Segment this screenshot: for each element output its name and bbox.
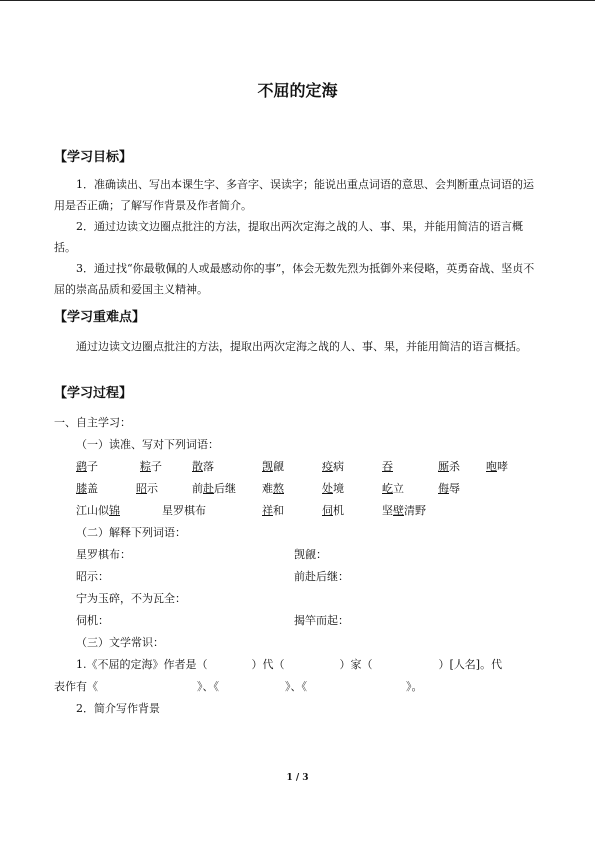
goal-2: 2．通过边读文边圈点批注的方法，提取出两次定海之战的人、事、果，并能用简洁的语言概括。 <box>54 220 523 254</box>
page-title: 不屈的定海 <box>257 81 338 100</box>
vocab-word: 咆哮 <box>486 460 508 473</box>
vocab-word: 昭示 <box>136 482 158 495</box>
explain-1-right: 觊觎： <box>294 548 327 561</box>
vocab-word: 粽子 <box>140 460 162 473</box>
vocab-word: 坚壁清野 <box>382 504 426 517</box>
literature-line-1: 1.《不屈的定海》作者是（ ）代（ ）家（ ）[人名]。代 <box>76 658 503 671</box>
vocab-word: 江山似锦 <box>76 504 120 517</box>
sub-1-label: （一）读准、写对下列词语： <box>76 438 219 451</box>
goal-1: 1．准确读出、写出本课生字、多音字、误读字；能说出重点词语的意思、会判断重点词语的运用是否正确；了解写作背景及作者简介。 <box>54 178 534 212</box>
top-rule <box>0 0 595 1</box>
page-number: 1 / 3 <box>286 773 309 783</box>
key-text: 通过边读文边圈点批注的方法，提取出两次定海之战的人、事、果，并能用简洁的语言概括。 <box>76 340 527 353</box>
vocab-word: 伺机 <box>322 504 344 517</box>
sub-3-label: （三）文学常识： <box>76 636 164 649</box>
vocab-word: 祥和 <box>262 504 284 517</box>
vocab-word: 厮杀 <box>438 460 460 473</box>
sub-2-label: （二）解释下列词语： <box>76 526 186 539</box>
process-heading: 【学习过程】 <box>54 386 133 401</box>
vocab-word: 鹞子 <box>76 460 98 473</box>
explain-3-left: 宁为玉碎，不为瓦全： <box>76 592 186 605</box>
explain-2-right: 前赴后继： <box>294 570 349 583</box>
vocab-word: 侮辱 <box>438 482 460 495</box>
vocab-word: 前赴后继 <box>192 482 236 495</box>
vocab-word: 疫病 <box>322 460 344 473</box>
literature-line-2: 表作有《 》、《 》、《 》。 <box>54 680 423 693</box>
vocab-word: 星罗棋布 <box>162 504 206 517</box>
vocab-word: 散落 <box>192 460 214 473</box>
part-1-label: 一、自主学习： <box>54 416 131 429</box>
explain-4-left: 伺机： <box>76 614 109 627</box>
explain-2-left: 昭示： <box>76 570 109 583</box>
goals-heading: 【学习目标】 <box>54 150 133 165</box>
vocab-word: 难熬 <box>262 482 284 495</box>
goal-3: 3．通过找“你最敬佩的人或最感动你的事”，体会无数先烈为抵御外来侵略，英勇奋战、坚贞不屈的崇高品质和爱国主义精神。 <box>54 262 535 296</box>
explain-1-left: 星罗棋布： <box>76 548 131 561</box>
key-heading: 【学习重难点】 <box>54 310 146 325</box>
explain-4-right: 揭竿而起： <box>294 614 349 627</box>
vocab-word: 吞 <box>382 460 393 473</box>
vocab-word: 处境 <box>322 482 344 495</box>
vocab-word: 屹立 <box>382 482 404 495</box>
vocab-word: 觊觎 <box>262 460 284 473</box>
literature-line-3: 2．简介写作背景 <box>76 702 160 715</box>
vocab-word: 膝盖 <box>76 482 98 495</box>
